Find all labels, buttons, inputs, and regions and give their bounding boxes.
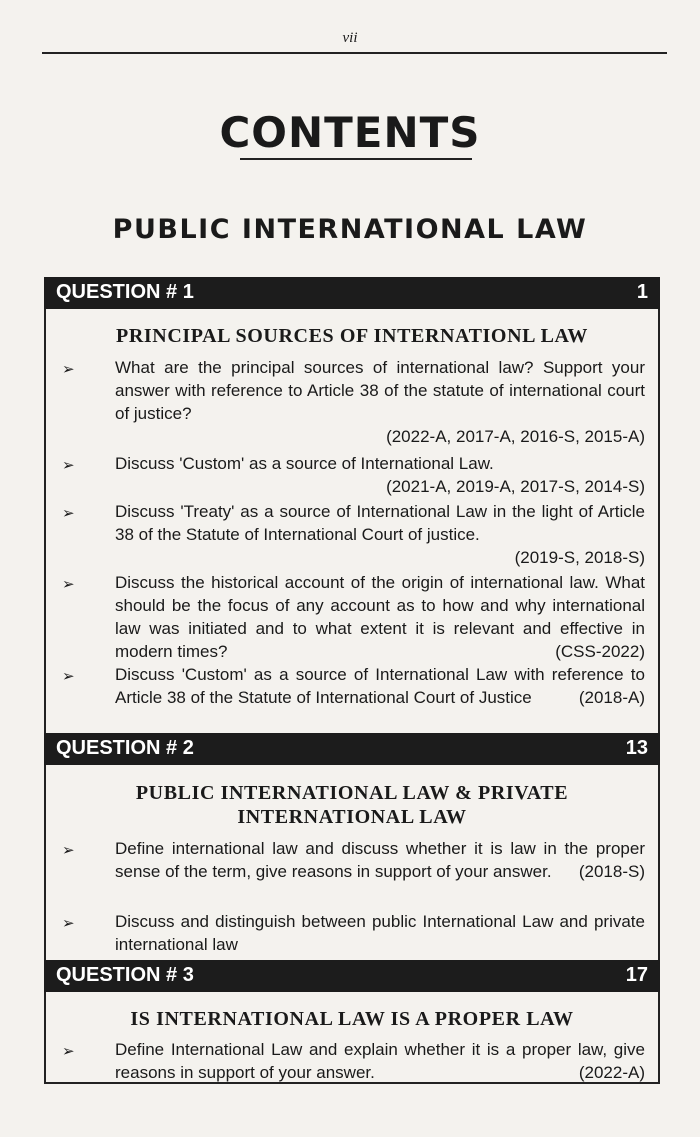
arrow-bullet-icon: ➢ xyxy=(62,361,75,378)
list-item xyxy=(115,837,645,883)
question-bar-3[interactable] xyxy=(44,960,660,992)
item-text: Discuss 'Treaty' as a source of International Law in the light of Article 38 of the Statute of International Court of justice. xyxy=(115,502,645,544)
arrow-bullet-icon: ➢ xyxy=(62,505,75,522)
question-page: 13 xyxy=(625,737,648,759)
arrow-bullet-icon: ➢ xyxy=(62,457,75,474)
title-underline xyxy=(240,158,472,160)
question-page: 1 xyxy=(636,281,648,303)
question-heading: IS INTERNATIONAL LAW IS A PROPER LAW xyxy=(130,1008,574,1030)
list-item xyxy=(115,910,645,956)
item-text: Discuss 'Custom' as a source of International Law. xyxy=(115,454,494,473)
page-number: vii xyxy=(342,30,358,46)
item-ref: (2019-S, 2018-S) xyxy=(514,548,645,567)
list-item xyxy=(115,452,645,498)
item-ref: (2021-A, 2019-A, 2017-S, 2014-S) xyxy=(386,477,645,496)
arrow-bullet-icon: ➢ xyxy=(62,915,75,932)
list-item xyxy=(115,500,645,569)
contents-title: CONTENTS xyxy=(219,108,481,157)
top-rule xyxy=(42,52,667,54)
list-item xyxy=(115,571,645,663)
item-text: Discuss the historical account of the origin of international law. What should be the focus of any account as to how and why international law was initiated and to what extent it is relevant and effective in modern times? xyxy=(115,573,645,661)
arrow-bullet-icon: ➢ xyxy=(62,576,75,593)
list-item xyxy=(115,356,645,448)
bottom-rule xyxy=(44,1082,660,1084)
list-item xyxy=(115,663,645,709)
item-text: Define international law and discuss whether it is law in the proper sense of the term, give reasons in support of your answer. xyxy=(115,839,645,881)
question-heading xyxy=(44,781,660,829)
subject-heading: PUBLIC INTERNATIONAL LAW xyxy=(112,214,588,245)
item-ref: (2018-A) xyxy=(578,688,645,707)
heading-line-1: PUBLIC INTERNATIONAL LAW & PRIVATE xyxy=(135,782,569,804)
heading-line-2: INTERNATIONAL LAW xyxy=(237,806,467,828)
question-label: QUESTION # 1 xyxy=(56,281,194,303)
question-bar-1[interactable] xyxy=(44,277,660,309)
arrow-bullet-icon: ➢ xyxy=(62,842,75,859)
item-text: Discuss and distinguish between public International Law and private international law xyxy=(115,912,645,954)
item-ref: (2022-A) xyxy=(578,1063,645,1082)
item-ref: (2022-A, 2017-A, 2016-S, 2015-A) xyxy=(386,427,645,446)
arrow-bullet-icon: ➢ xyxy=(62,1043,75,1060)
item-ref: (2018-S) xyxy=(578,862,645,881)
question-page: 17 xyxy=(625,964,648,986)
arrow-bullet-icon: ➢ xyxy=(62,668,75,685)
question-bar-2[interactable] xyxy=(44,733,660,765)
item-text: What are the principal sources of international law? Support your answer with reference to Article 38 of the statute of international court of justice? xyxy=(115,358,645,423)
list-item xyxy=(115,1038,645,1084)
question-label: QUESTION # 3 xyxy=(56,964,194,986)
question-heading: PRINCIPAL SOURCES OF INTERNATIONL LAW xyxy=(116,325,588,347)
item-text: Define International Law and explain whether it is a proper law, give reasons in support of your answer. xyxy=(115,1040,645,1082)
question-label: QUESTION # 2 xyxy=(56,737,194,759)
item-text: Discuss 'Custom' as a source of International Law with reference to Article 38 of the Statute of International Court of Justice xyxy=(115,665,645,707)
item-ref: (CSS-2022) xyxy=(555,642,645,661)
